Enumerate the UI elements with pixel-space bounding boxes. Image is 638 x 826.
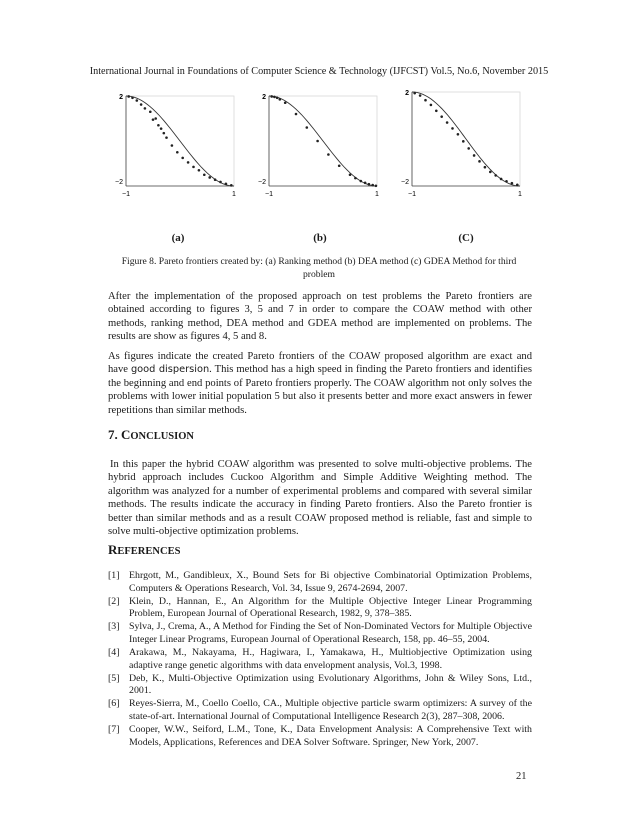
paragraph-dispersion <box>108 350 532 417</box>
pareto-plot-c <box>398 84 528 208</box>
data-point <box>500 178 503 181</box>
pareto-plot-b <box>255 88 385 208</box>
reference-text: Cooper, W.W., Seiford, L.M., Tone, K., Data Envelopment Analysis: A Comprehensive Text with Models, Applications, References and DEA Solver Software. Springer, New York, 2007. <box>129 724 532 748</box>
data-point <box>270 95 273 98</box>
data-point <box>354 177 357 180</box>
paragraph-dispersion-highlight: good dispersion <box>130 364 210 376</box>
data-point <box>171 144 174 147</box>
data-point <box>484 166 487 169</box>
pareto-front-curve <box>412 92 520 186</box>
reference-item <box>108 724 532 749</box>
data-point <box>516 184 519 187</box>
paragraph-dispersion-end: . This method has a high speed in finding the Pareto frontiers and identifies the beginning and end points of Pareto frontiers properly. The COAW algorithm not only solves the problems with lower initial population 5 but also it presents better and more exact answers in fewer repetitions than similar methods. <box>108 364 532 416</box>
data-point <box>467 147 470 150</box>
reference-number: [1] <box>108 570 120 581</box>
reference-text: Arakawa, M., Nakayama, H., Hagiwara, I., Yamakawa, H., Multiobjective Optimization using adaptive range genetic algorithms with data envelopment analysis, Vol.3, 1998. <box>129 647 532 671</box>
data-point <box>165 136 168 139</box>
panel-label-c: (C) <box>458 232 474 244</box>
x-tick-label-right: 1 <box>375 191 379 198</box>
y-tick-label-bottom: −2 <box>115 179 123 186</box>
x-tick-label-right: 1 <box>232 191 236 198</box>
data-point <box>163 132 166 135</box>
data-point <box>273 96 276 99</box>
data-point <box>419 94 422 97</box>
panel-label-a: (a) <box>171 232 185 244</box>
data-point <box>198 169 201 172</box>
data-point <box>451 127 454 130</box>
pareto-front-curve <box>269 96 377 186</box>
data-point <box>157 124 160 127</box>
data-point <box>316 140 319 143</box>
data-point <box>457 133 460 136</box>
reference-item <box>108 698 532 723</box>
y-tick-label-bottom: −2 <box>401 179 409 186</box>
reference-text: Deb, K., Multi-Objective Optimization using Evolutionary Algorithms, John & Wiley Sons, Ltd., 2001. <box>129 672 532 697</box>
data-point <box>187 161 190 164</box>
data-point <box>424 99 427 102</box>
reference-number: [2] <box>108 595 120 607</box>
data-point <box>230 184 233 187</box>
x-tick-label-left: −1 <box>122 191 130 198</box>
data-point <box>131 97 134 100</box>
data-point <box>462 140 465 143</box>
data-point <box>225 182 228 185</box>
data-point <box>214 178 217 181</box>
paragraph-conclusion: In this paper the hybrid COAW algorithm was presented to solve multi-objective problems. The hybrid approach includes Cuckoo Algorithm and Simple Additive Weighting method. The algorithm was analyzed for a number of experimental problems and compared with several similar methods. The results indicate the accuracy in finding Pareto frontiers. Also the Pareto frontier is better than similar methods and as a result COAW proposed method is reliable, fast and simple to solve multi-objective optimization problems. <box>108 459 532 538</box>
figure-panel-c <box>398 84 528 208</box>
reference-text: Klein, D., Hannan, E., An Algorithm for the Multiple Objective Integer Linear Programming Problem, European Journal of Operational Research, 1982, 9, 378–385. <box>129 595 532 620</box>
reference-number: [7] <box>108 724 120 736</box>
data-point <box>181 157 184 160</box>
panel-label-b: (b) <box>313 232 327 244</box>
data-point <box>160 127 163 130</box>
reference-item <box>108 596 532 621</box>
paragraph-results: After the implementation of the proposed approach on test problems the Pareto frontiers are obtained according to figures 3, 5 and 7 in order to compare the COAW method with other methods, ranking method, DEA method and GDEA method are implemented on problems. The results are show as figures 4, 5 and 8. <box>108 291 532 343</box>
references-heading <box>108 542 180 558</box>
reference-text: Sylva, J., Crema, A., A Method for Finding the Set of Non-Dominated Vectors for Multiple Objective Integer Linear Programs, European Journal of Operational Research, 158, pp. 46–55, 2004. <box>129 621 532 645</box>
references-list <box>108 570 532 750</box>
references-heading-first: R <box>108 542 118 557</box>
reference-item <box>108 621 532 646</box>
figure-panel-b <box>255 88 385 208</box>
data-point <box>435 110 438 113</box>
data-point <box>430 104 433 107</box>
figure-panel-a <box>112 88 242 208</box>
data-point <box>219 181 222 184</box>
x-tick-label-left: −1 <box>408 191 416 198</box>
y-tick-label-top: 2 <box>119 94 123 101</box>
data-point <box>203 173 206 176</box>
data-point <box>413 92 416 95</box>
data-point <box>149 110 152 113</box>
data-point <box>306 126 309 129</box>
reference-number: [3] <box>108 621 120 633</box>
data-point <box>208 176 211 179</box>
figure-caption: Figure 8. Pareto frontiers created by: (a) Ranking method (b) DEA method (c) GDEA Method for third problem <box>121 256 517 280</box>
data-point <box>284 101 287 104</box>
data-point <box>505 180 508 183</box>
pareto-front-curve <box>126 96 234 186</box>
y-tick-label-bottom: −2 <box>258 179 266 186</box>
references-heading-rest: EFERENCES <box>117 546 181 557</box>
data-point <box>192 166 195 169</box>
data-point <box>154 117 157 120</box>
reference-number: [6] <box>108 698 120 710</box>
data-point <box>349 173 352 176</box>
reference-text: Reyes-Sierra, M., Coello Coello, CA., Multiple objective particle swarm optimizers: A survey of the state-of-art. International Journal of Computational Intelligence Research 2(3), 287–308, 2006. <box>129 698 532 723</box>
data-point <box>276 97 279 100</box>
data-point <box>338 164 341 167</box>
reference-text: Ehrgott, M., Gandibleux, X., Bound Sets for Bi objective Combinatorial Optimization Problems, Computers & Operations Research, Vol. 34, Issue 9, 2674-2694, 2007. <box>129 570 532 594</box>
data-point <box>489 171 492 174</box>
data-point <box>136 99 139 102</box>
data-point <box>375 184 378 187</box>
reference-item <box>108 647 532 672</box>
y-tick-label-top: 2 <box>405 90 409 97</box>
data-point <box>368 183 371 186</box>
conclusion-heading-number: 7. C <box>108 427 131 442</box>
data-point <box>327 153 330 156</box>
x-tick-label-left: −1 <box>265 191 273 198</box>
conclusion-heading-rest: ONCLUSION <box>130 431 194 442</box>
data-point <box>511 182 514 185</box>
reference-item <box>108 570 532 595</box>
page-number: 21 <box>516 771 527 782</box>
data-point <box>364 182 367 185</box>
data-point <box>279 98 282 101</box>
data-point <box>494 174 497 177</box>
data-point <box>144 107 147 110</box>
pareto-plot-a <box>112 88 242 208</box>
data-point <box>360 180 363 183</box>
data-point <box>140 103 143 106</box>
data-point <box>478 160 481 163</box>
data-point <box>473 154 476 157</box>
paragraph-dispersion-start: As figures indicate the created Pareto frontiers of the COAW proposed algorithm are exact and have <box>108 351 532 376</box>
data-point <box>127 95 130 98</box>
data-point <box>295 113 298 116</box>
data-point <box>440 115 443 118</box>
reference-number: [5] <box>108 672 120 684</box>
data-point <box>176 151 179 154</box>
conclusion-heading <box>108 427 194 443</box>
reference-item <box>108 673 532 698</box>
x-tick-label-right: 1 <box>518 191 522 198</box>
data-point <box>152 118 155 121</box>
y-tick-label-top: 2 <box>262 94 266 101</box>
data-point <box>446 121 449 124</box>
data-point <box>371 184 374 187</box>
journal-header: International Journal in Foundations of Computer Science & Technology (IJFCST) Vol.5, No.6, November 2015 <box>89 66 549 77</box>
reference-number: [4] <box>108 647 120 659</box>
